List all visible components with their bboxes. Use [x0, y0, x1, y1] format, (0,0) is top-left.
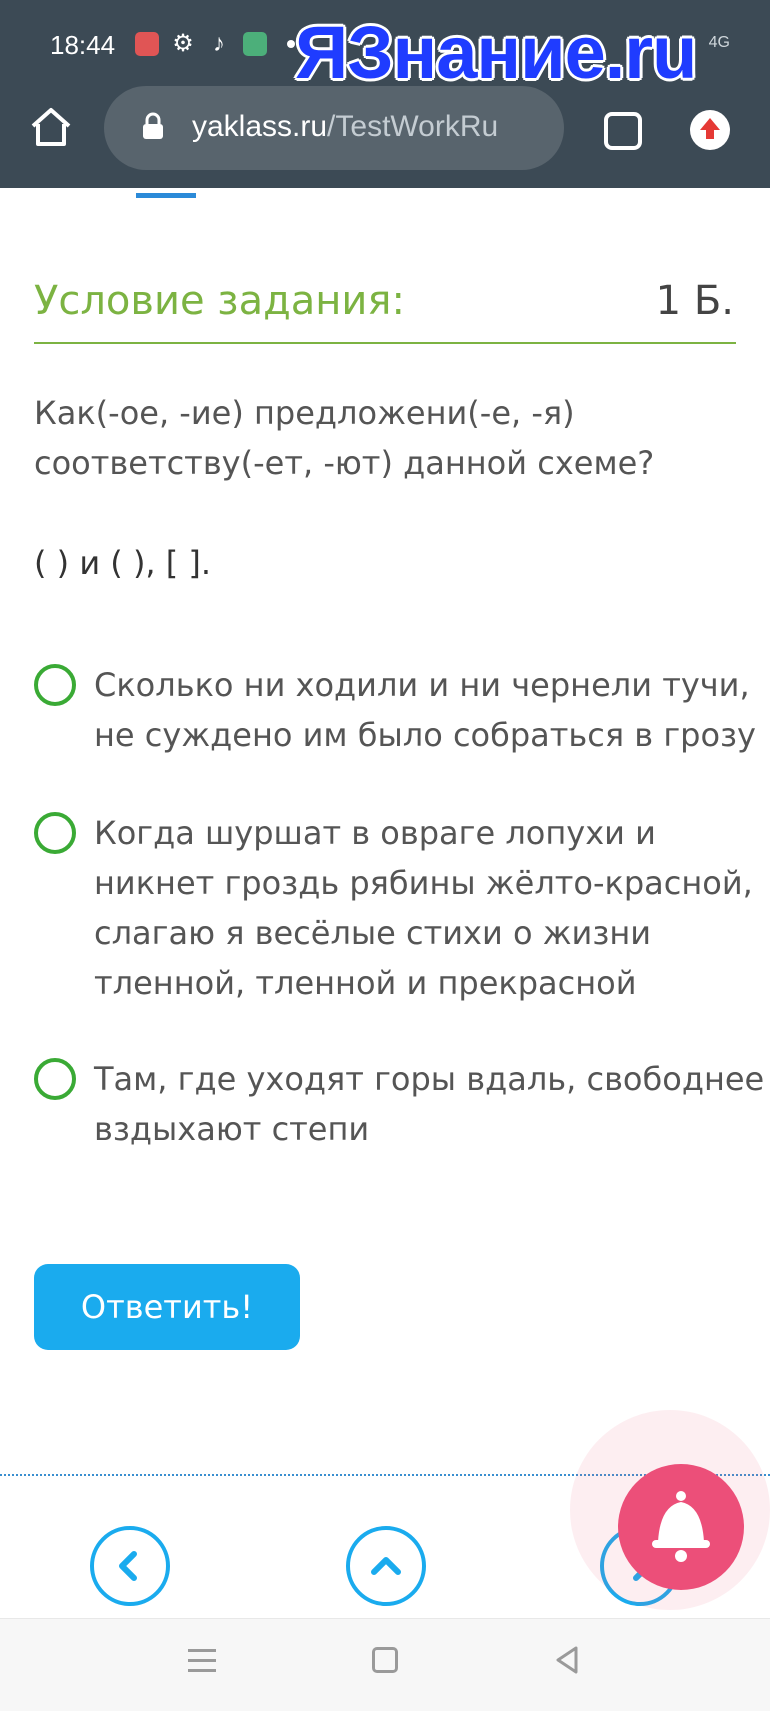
tiktok-icon: ♪ — [213, 30, 225, 57]
status-icons — [135, 32, 295, 56]
square-home-icon[interactable] — [372, 1647, 398, 1673]
sentence-scheme: ( ) и ( ), [ ]. — [34, 544, 212, 582]
radio-button[interactable] — [34, 812, 76, 854]
watermark-logo: ЯЗнание.ru — [295, 11, 697, 94]
task-title: Условие задания: — [34, 278, 405, 324]
task-points: 1 Б. — [655, 278, 734, 324]
tabs-button[interactable] — [604, 112, 642, 150]
url-text — [192, 110, 498, 144]
answer-option-text: Когда шуршат в овраге лопухи и никнет гроздь рябины жёлто-красной, слагаю я весёлые стихи о жизни тленной, тленной и прекрасной — [94, 814, 753, 1002]
url-path: /TestWorkRu — [327, 110, 499, 143]
chevron-up-icon — [368, 1548, 404, 1584]
network-indicator: 4G — [708, 34, 730, 51]
radio-button[interactable] — [34, 1058, 76, 1100]
answer-option[interactable] — [34, 660, 756, 760]
menu-icon[interactable] — [188, 1649, 216, 1673]
answer-option[interactable] — [34, 1054, 765, 1154]
music-app-icon — [135, 32, 159, 56]
lock-icon — [142, 112, 164, 140]
browser-chrome — [0, 0, 770, 188]
gear-icon: ⚙ — [172, 30, 194, 57]
chevron-left-icon — [112, 1548, 148, 1584]
answer-option-text: Сколько ни ходили и ни чернели тучи, не суждено им было собраться в грозу — [94, 666, 756, 754]
scroll-up-button[interactable] — [346, 1526, 426, 1606]
status-time: 18:44 — [50, 30, 116, 60]
system-nav-bar — [0, 1618, 770, 1711]
answer-option-text: Там, где уходят горы вдаль, свободнее вздыхают степи — [94, 1060, 765, 1148]
radio-button[interactable] — [34, 664, 76, 706]
address-bar[interactable] — [104, 86, 564, 170]
notification-dot-icon — [287, 40, 295, 48]
download-icon — [243, 32, 267, 56]
url-domain: yaklass.ru — [192, 110, 328, 143]
bell-icon — [618, 1464, 744, 1590]
prev-button[interactable] — [90, 1526, 170, 1606]
answer-option[interactable] — [34, 808, 753, 1008]
home-button[interactable] — [28, 104, 74, 150]
clipped-progress — [36, 188, 196, 198]
task-header — [34, 272, 736, 344]
notifications-button[interactable] — [618, 1464, 744, 1590]
update-button[interactable] — [690, 110, 730, 150]
answer-button[interactable]: Ответить! — [34, 1264, 300, 1350]
back-triangle-icon[interactable] — [552, 1645, 582, 1675]
home-icon — [28, 104, 74, 150]
question-text: Как(-ое, -ие) предложени(-е, -я) соответству(-ет, -ют) данной схеме? — [34, 394, 655, 482]
